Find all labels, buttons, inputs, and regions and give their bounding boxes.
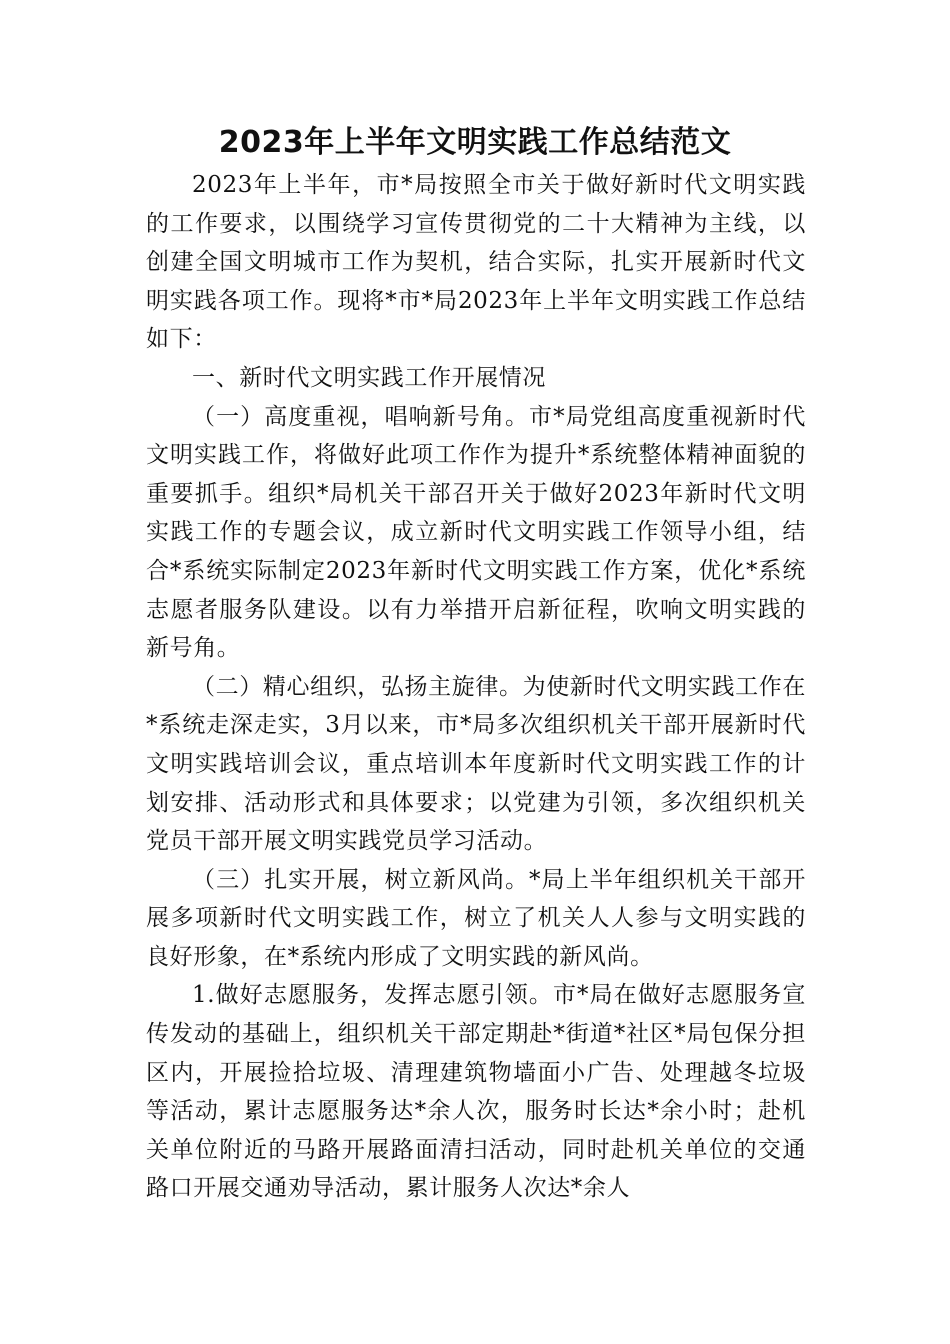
paragraph-part-2: （二）精心组织，弘扬主旋律。为使新时代文明实践工作在*系统走深走实，3月以来，市*局多次组织机关干部开展新时代文明实践培训会议，重点培训本年度新时代文明实践工作的计划安排、活动形式和具体要求；以党建为引领，多次组织机关党员干部开展文明实践党员学习活动。: [146, 673, 806, 855]
paragraph-part-1: （一）高度重视，唱响新号角。市*局党组高度重视新时代文明实践工作，将做好此项工作作为提升*系统整体精神面貌的重要抓手。组织*局机关干部召开关于做好2023年新时代文明实践工作的专题会议，成立新时代文明实践工作领导小组，结合*系统实际制定2023年新时代文明实践工作方案，优化*系统志愿者服务队建设。以有力举措开启新征程，吹响文明实践的新号角。: [146, 403, 806, 662]
document-title: 2023年上半年文明实践工作总结范文: [218, 125, 732, 160]
paragraph-part-3: （三）扎实开展，树立新风尚。*局上半年组织机关干部开展多项新时代文明实践工作，树立了机关人人参与文明实践的良好形象，在*系统内形成了文明实践的新风尚。: [146, 866, 806, 970]
paragraph-item-1: 1.做好志愿服务，发挥志愿引领。市*局在做好志愿服务宣传发动的基础上，组织机关干部定期赴*街道*社区*局包保分担区内，开展捡拾垃圾、清理建筑物墙面小广告、处理越冬垃圾等活动，累计志愿服务达*余人次，服务时长达*余小时；赴机关单位附近的马路开展路面清扫活动，同时赴机关单位的交通路口开展交通劝导活动，累计服务人次达*余人: [146, 982, 806, 1202]
paragraph-intro: 2023年上半年，市*局按照全市关于做好新时代文明实践的工作要求，以围绕学习宣传贯彻党的二十大精神为主线，以创建全国文明城市工作为契机，结合实际，扎实开展新时代文明实践各项工作。现将*市*局2023年上半年文明实践工作总结如下：: [146, 172, 806, 353]
section-heading-1: 一、新时代文明实践工作开展情况: [192, 364, 546, 391]
document-body: [146, 166, 806, 1208]
